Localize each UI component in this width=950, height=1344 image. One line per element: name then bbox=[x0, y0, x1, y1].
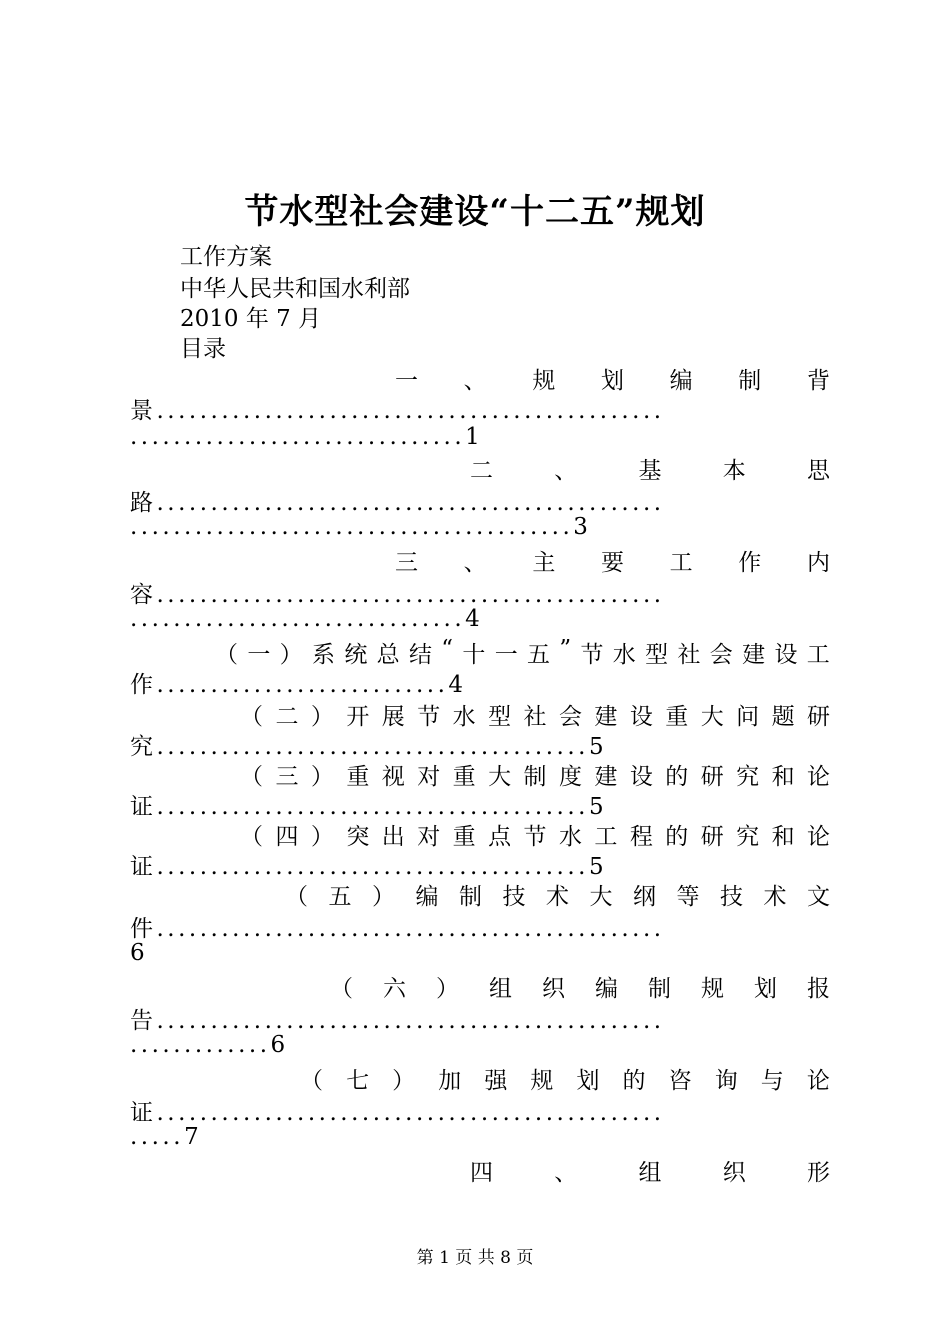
toc-entry-label: （ 一 ） 系 统 总 结 “ 十 一 五 ” 节 水 型 社 会 建 设 工 bbox=[215, 636, 830, 668]
toc-entry-label: （ 二 ） 开 展 节 水 型 社 会 建 设 重 大 问 题 研 bbox=[240, 704, 830, 730]
toc-entry-page: 6 bbox=[130, 940, 145, 966]
toc-entry-label: （ 三 ） 重 视 对 重 大 制 度 建 设 的 研 究 和 论 bbox=[240, 764, 830, 790]
toc-entry-end-char: 证 bbox=[130, 794, 157, 820]
toc-entry-dotline: 证............................................... bbox=[130, 1100, 665, 1126]
toc-entry-page: 1 bbox=[465, 424, 480, 450]
document-date: 2010 年 7 月 bbox=[180, 306, 322, 332]
toc-entry-page: 5 bbox=[588, 854, 604, 880]
toc-entry-label: （ 五 ） 编 制 技 术 大 纲 等 技 术 文 bbox=[285, 884, 830, 910]
toc-entry-page: 7 bbox=[184, 1124, 199, 1150]
toc-entry-dotline: 作...........................4 bbox=[130, 672, 464, 698]
toc-entry-dotline: ...............................1 bbox=[130, 424, 480, 450]
toc-entry-label: （ 六 ） 组 织 编 制 规 划 报 bbox=[330, 976, 830, 1002]
toc-entry-end-char: 件 bbox=[130, 916, 157, 942]
toc-entry-label: 二 、 基 本 思 bbox=[470, 458, 830, 484]
toc-entry-end-char: 证 bbox=[130, 854, 157, 880]
toc-entry-page: 4 bbox=[465, 606, 480, 632]
toc-entry-page: 3 bbox=[573, 514, 588, 540]
toc-entry-dotline: 件............................................... bbox=[130, 916, 665, 942]
toc-entry-end-char: 究 bbox=[130, 734, 157, 760]
toc-entry-page: 4 bbox=[448, 672, 464, 698]
toc-entry-dotline: .............6 bbox=[130, 1032, 286, 1058]
toc-entry-page: 6 bbox=[270, 1032, 286, 1058]
toc-entry-page: 5 bbox=[588, 734, 604, 760]
toc-entry-end-char: 景 bbox=[130, 398, 157, 424]
toc-entry-dotline: 容............................................... bbox=[130, 582, 665, 608]
toc-entry-dotline: .........................................3 bbox=[130, 514, 588, 540]
toc-entry-dotline: 路............................................... bbox=[130, 490, 665, 516]
toc-entry-end-char: 路 bbox=[130, 490, 157, 516]
document-org: 中华人民共和国水利部 bbox=[180, 276, 410, 302]
toc-entry-dotline: 究........................................5 bbox=[130, 734, 604, 760]
toc-entry-dotline bbox=[130, 940, 145, 966]
toc-heading: 目录 bbox=[180, 336, 226, 362]
toc-entry-label: 三 、 主 要 工 作 内 bbox=[395, 550, 830, 576]
toc-entry-label: （ 七 ） 加 强 规 划 的 咨 询 与 论 bbox=[300, 1068, 830, 1094]
toc-entry-dotline: 景............................................... bbox=[130, 398, 665, 424]
document-title: 节水型社会建设“十二五”规划 bbox=[244, 192, 706, 232]
toc-entry-dotline: 证........................................5 bbox=[130, 854, 604, 880]
page-footer: 第 1 页 共 8 页 bbox=[416, 1248, 534, 1268]
toc-entry-end-char: 证 bbox=[130, 1100, 157, 1126]
toc-entry-dotline: ...............................4 bbox=[130, 606, 480, 632]
toc-entry-dotline: .....7 bbox=[130, 1124, 199, 1150]
document-subtitle: 工作方案 bbox=[180, 244, 272, 270]
toc-entry-label: （ 四 ） 突 出 对 重 点 节 水 工 程 的 研 究 和 论 bbox=[240, 824, 830, 850]
toc-entry-page: 5 bbox=[588, 794, 604, 820]
toc-entry-dotline: 证........................................5 bbox=[130, 794, 604, 820]
toc-entry-dotline: 告............................................... bbox=[130, 1008, 665, 1034]
toc-entry-label: 一 、 规 划 编 制 背 bbox=[395, 368, 830, 394]
toc-entry-end-char: 作 bbox=[130, 672, 157, 698]
toc-entry-end-char: 告 bbox=[130, 1008, 157, 1034]
toc-entry-end-char: 容 bbox=[130, 582, 157, 608]
toc-entry-label: 四 、 组 织 形 bbox=[470, 1160, 830, 1186]
